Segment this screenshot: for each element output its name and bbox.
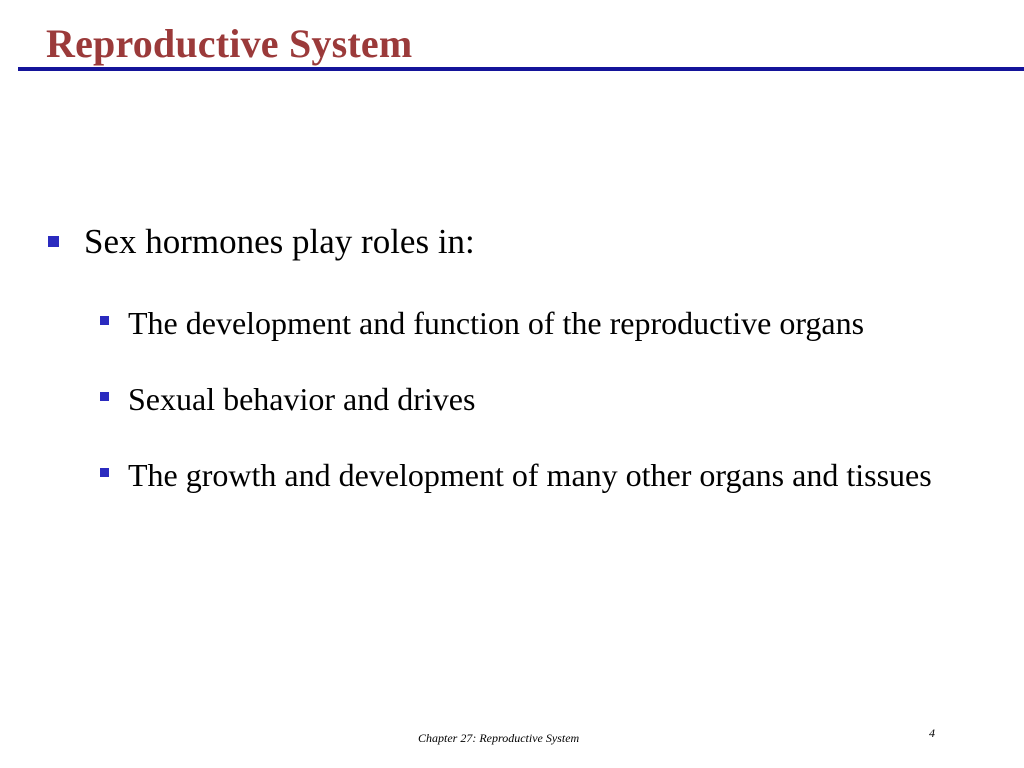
sub-bullet-text: Sexual behavior and drives bbox=[128, 381, 476, 417]
square-bullet-icon bbox=[100, 468, 109, 477]
square-bullet-icon bbox=[48, 236, 59, 247]
square-bullet-icon bbox=[100, 316, 109, 325]
main-bullet-text: Sex hormones play roles in: bbox=[84, 222, 475, 261]
square-bullet-icon bbox=[100, 392, 109, 401]
slide-footer: Chapter 27: Reproductive System bbox=[418, 731, 580, 745]
sub-bullet-list bbox=[128, 300, 998, 528]
title-divider bbox=[18, 67, 1024, 71]
slide-title: Reproductive System bbox=[46, 21, 413, 66]
page-number: 4 bbox=[929, 726, 935, 740]
sub-bullet-item bbox=[128, 452, 998, 499]
sub-bullet-text: The development and function of the reproductive organs bbox=[128, 305, 865, 341]
sub-bullet-item bbox=[128, 300, 998, 347]
main-bullet bbox=[84, 218, 475, 266]
sub-bullet-item bbox=[128, 376, 998, 423]
sub-bullet-text: The growth and development of many other organs and tissues bbox=[128, 457, 932, 493]
